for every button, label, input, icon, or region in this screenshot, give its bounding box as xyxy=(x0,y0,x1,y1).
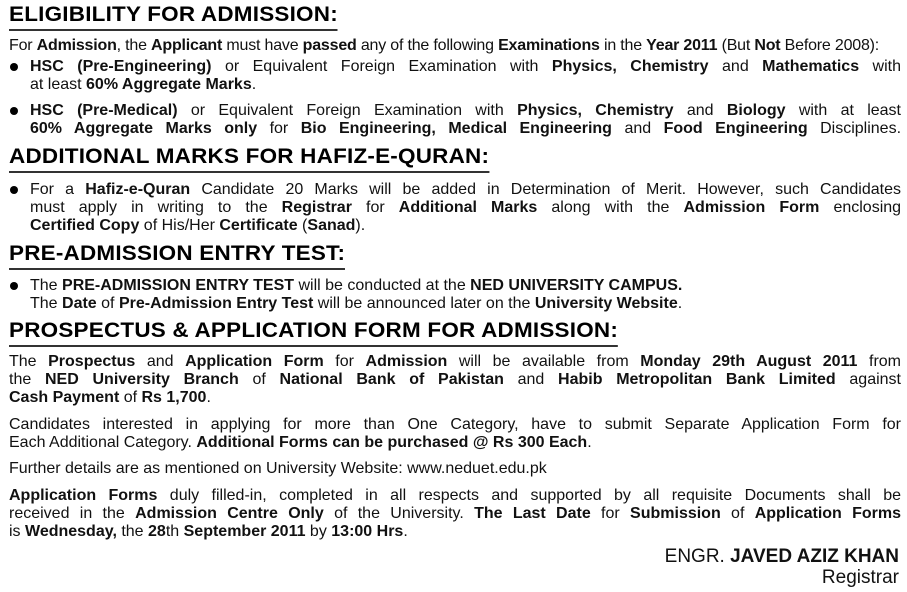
entry-test-line-1 xyxy=(30,277,901,294)
bold-text: HSC (Pre-Medical) xyxy=(30,102,178,119)
bold-text: NED University Branch xyxy=(44,371,239,388)
bold-text: Application Form xyxy=(185,353,324,370)
bold-text: Prospectus xyxy=(48,353,136,370)
text: must apply in writing to the xyxy=(30,199,282,216)
text: Disciplines. xyxy=(807,120,902,137)
text: Further details are as mentioned on University Website: www.neduet.edu.pk xyxy=(9,460,547,477)
bold-text: 60% Aggregate Marks xyxy=(86,76,252,93)
bold-text: Habib Metropolitan Bank Limited xyxy=(558,371,836,388)
text: from xyxy=(857,353,902,370)
bold-text: University Website xyxy=(534,295,678,312)
heading-entry-test: PRE-ADMISSION ENTRY TEST: xyxy=(9,242,345,270)
bold-text: Bio Engineering, Medical Engineering xyxy=(300,120,612,137)
prospectus-para-4-line-1 xyxy=(9,487,901,504)
bold-text: Biology xyxy=(726,102,786,119)
bold-text: Monday 29th August 2011 xyxy=(640,353,858,370)
text: . xyxy=(403,523,408,540)
bold-text: Application Forms xyxy=(9,487,158,504)
eligibility-bullet-1-line-1 xyxy=(30,58,901,75)
bold-text: NED UNIVERSITY CAMPUS. xyxy=(470,277,683,294)
text: The xyxy=(9,353,49,370)
prospectus-para-4-line-2 xyxy=(9,505,901,522)
text: or Equivalent Foreign Examination with xyxy=(211,58,552,75)
bold-text: National Bank of Pakistan xyxy=(279,371,504,388)
eligibility-intro xyxy=(9,37,901,54)
text: with xyxy=(859,58,902,75)
hafiz-bullet-line-3 xyxy=(30,217,901,234)
bold-text: Examinations xyxy=(498,37,600,54)
bold-text: Hafiz-e-Quran xyxy=(85,181,191,198)
text: , the xyxy=(116,37,152,54)
prospectus-para-1-line-1 xyxy=(9,353,901,370)
text: of xyxy=(119,389,142,406)
eligibility-bullet-2-line-2 xyxy=(30,120,901,137)
prospectus-para-1-line-2 xyxy=(9,371,901,388)
bold-text: Certified Copy xyxy=(30,217,140,234)
text: is xyxy=(9,523,25,540)
prospectus-para-1-line-3 xyxy=(9,389,901,406)
text: For a xyxy=(30,181,86,198)
text: th xyxy=(165,523,184,540)
text: The xyxy=(30,295,63,312)
bold-text: Additional Forms can be purchased @ Rs 300 Each xyxy=(196,434,588,451)
bold-text: Admission Form xyxy=(683,199,820,216)
text: ( xyxy=(297,217,308,234)
text: at least xyxy=(30,76,87,93)
text: The xyxy=(30,277,63,294)
text: will be conducted at the xyxy=(294,277,471,294)
bold-text: September 2011 xyxy=(183,523,306,540)
text: of His/Her xyxy=(139,217,220,234)
heading-eligibility: ELIGIBILITY FOR ADMISSION: xyxy=(9,3,338,31)
bold-text: Applicant xyxy=(151,37,223,54)
bold-text: Certificate xyxy=(219,217,298,234)
text: and xyxy=(673,102,727,119)
bold-text: HSC (Pre-Engineering) xyxy=(30,58,212,75)
text: . xyxy=(206,389,211,406)
entry-test-line-2 xyxy=(30,295,901,312)
text: For xyxy=(9,37,37,54)
text: enclosing xyxy=(819,199,902,216)
text: and xyxy=(708,58,763,75)
text: duly filled-in, completed in all respects and supported by all requisite Documents shall be xyxy=(157,487,901,504)
text: by xyxy=(305,523,332,540)
signature-title: Registrar xyxy=(821,567,899,588)
eligibility-bullet-1-line-2 xyxy=(30,76,901,93)
bold-text: Registrar xyxy=(281,199,352,216)
text: and xyxy=(135,353,186,370)
heading-prospectus: PROSPECTUS & APPLICATION FORM FOR ADMISSION: xyxy=(9,319,618,347)
text: the xyxy=(116,523,149,540)
heading-hafiz-e-quran: ADDITIONAL MARKS FOR HAFIZ-E-QURAN: xyxy=(9,145,489,173)
text: . xyxy=(677,295,683,312)
text: for xyxy=(351,199,399,216)
text: Each Additional Category. xyxy=(9,434,197,451)
bold-text: 60% Aggregate Marks only xyxy=(30,120,258,137)
text: for xyxy=(590,505,631,522)
text: must have xyxy=(222,37,303,54)
text: of the University. xyxy=(323,505,475,522)
text: and xyxy=(611,120,664,137)
prospectus-para-3-website xyxy=(9,460,901,477)
text: of xyxy=(720,505,755,522)
text: received in the xyxy=(9,505,136,522)
prospectus-para-4-line-3 xyxy=(9,523,901,540)
text: for xyxy=(257,120,301,137)
signature-prefix: ENGR. xyxy=(664,546,731,567)
bold-text: Physics, Chemistry xyxy=(517,102,674,119)
text: for xyxy=(323,353,366,370)
text: in the xyxy=(599,37,647,54)
text: the xyxy=(9,371,45,388)
bold-text: Submission xyxy=(630,505,721,522)
bold-text: Sanad xyxy=(307,217,356,234)
text: Candidates interested in applying for more than One Category, have to submit Separate Application Form for xyxy=(9,416,901,433)
hafiz-bullet-line-2 xyxy=(30,199,901,216)
text: and xyxy=(503,371,559,388)
bold-text: 13:00 Hrs xyxy=(331,523,404,540)
eligibility-bullet-2-line-1 xyxy=(30,102,901,119)
text: along with the xyxy=(537,199,684,216)
bold-text: Mathematics xyxy=(762,58,860,75)
text: of xyxy=(238,371,280,388)
bold-text: Admission Centre Only xyxy=(135,505,324,522)
text: with at least xyxy=(785,102,902,119)
bold-text: Pre-Admission Entry Test xyxy=(118,295,314,312)
bullet-icon xyxy=(10,186,18,194)
bold-text: Year 2011 xyxy=(646,37,718,54)
text: will be announced later on the xyxy=(313,295,535,312)
bold-text: Rs 1,700 xyxy=(141,389,207,406)
text: Before 2008): xyxy=(780,37,880,54)
bold-text: PRE-ADMISSION ENTRY TEST xyxy=(62,277,295,294)
bold-text: Physics, Chemistry xyxy=(551,58,709,75)
bold-text: Admission xyxy=(365,353,448,370)
text: will be available from xyxy=(447,353,641,370)
bold-text: Wednesday, xyxy=(25,523,117,540)
text: any of the following xyxy=(356,37,499,54)
bold-text: Not xyxy=(754,37,781,54)
bold-text: The Last Date xyxy=(474,505,591,522)
bold-text: Cash Payment xyxy=(9,389,120,406)
bold-text: Admission xyxy=(36,37,117,54)
bold-text: 28 xyxy=(148,523,166,540)
text: . xyxy=(587,434,592,451)
bullet-icon xyxy=(10,282,18,290)
bold-text: Date xyxy=(62,295,97,312)
prospectus-para-2-line-1 xyxy=(9,416,901,433)
prospectus-para-2-line-2 xyxy=(9,434,901,451)
text: . xyxy=(251,76,257,93)
bullet-icon xyxy=(10,107,18,115)
signature-name-line xyxy=(665,546,899,568)
bold-text: passed xyxy=(302,37,357,54)
bold-text: Additional Marks xyxy=(398,199,538,216)
text: against xyxy=(835,371,901,388)
bullet-icon xyxy=(10,63,18,71)
text: of xyxy=(96,295,119,312)
text: (But xyxy=(717,37,755,54)
bold-text: Application Forms xyxy=(754,505,902,522)
bold-text: Food Engineering xyxy=(663,120,808,137)
text: or Equivalent Foreign Examination with xyxy=(177,102,518,119)
signature-name: JAVED AZIZ KHAN xyxy=(730,546,899,567)
text: ). xyxy=(355,217,366,234)
hafiz-bullet-line-1 xyxy=(30,181,901,198)
text: Candidate 20 Marks will be added in Determination of Merit. However, such Candidates xyxy=(190,181,901,198)
